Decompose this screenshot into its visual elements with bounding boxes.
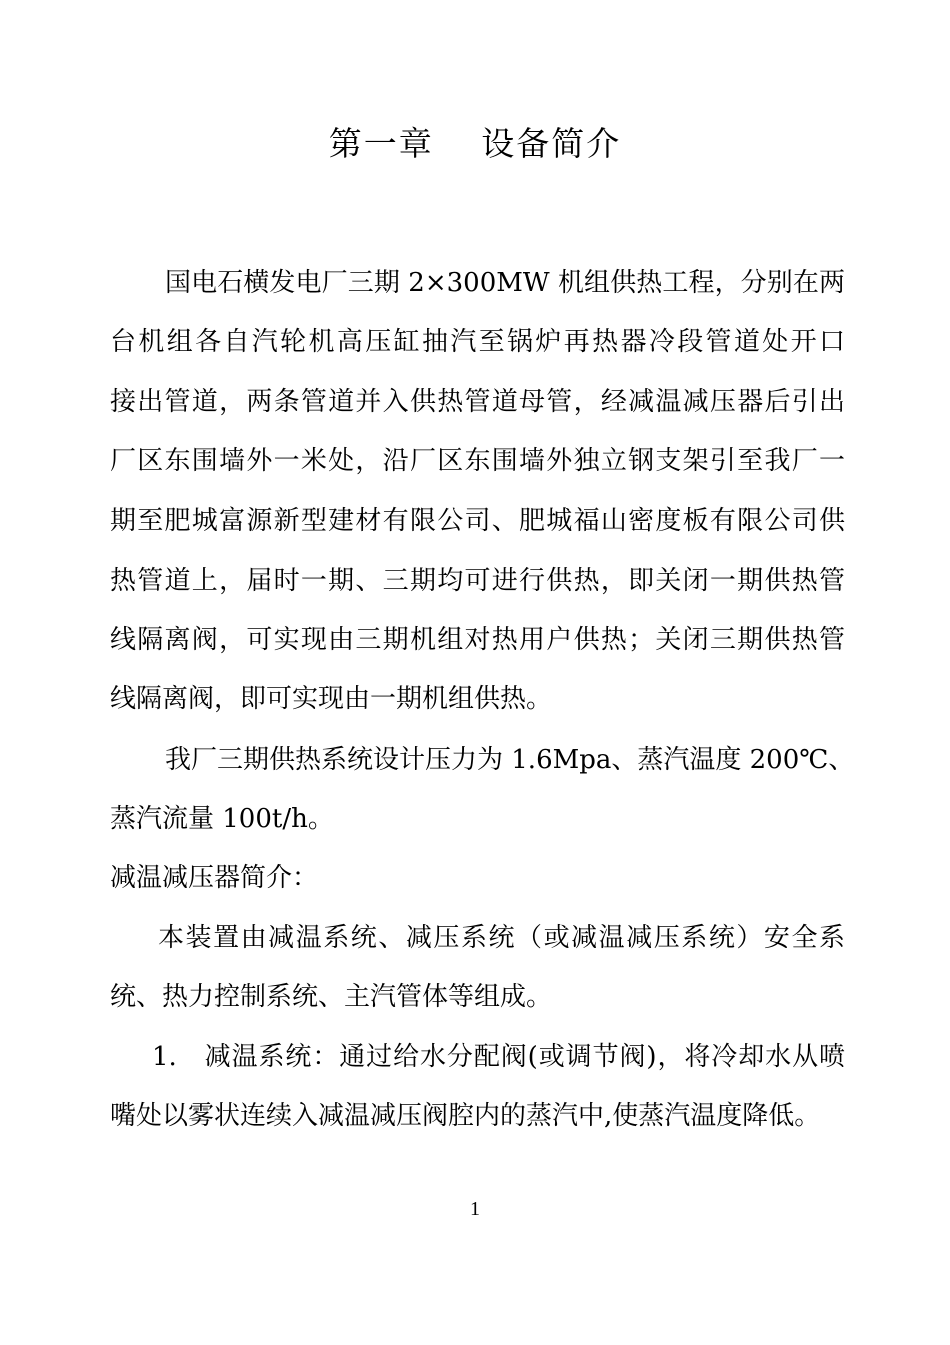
paragraph-line: 热管道上，届时一期、三期均可进行供热，即关闭一期供热管 (110, 566, 845, 596)
paragraph-line: 台机组各自汽轮机高压缸抽汽至锅炉再热器冷段管道处开口 (110, 327, 845, 357)
page-number: 1 (470, 1198, 480, 1220)
numbered-item-line: 嘴处以雾状连续入减温减压阀腔内的蒸汽中,使蒸汽温度降低。 (110, 1101, 821, 1131)
paragraph-line: 期至肥城富源新型建材有限公司、肥城福山密度板有限公司供 (110, 506, 845, 536)
chapter-title: 第一章 设备简介 (328, 124, 622, 163)
paragraph-line: 本装置由减温系统、减压系统（或减温减压系统）安全系 (158, 923, 845, 953)
paragraph-line: 厂区东围墙外一米处，沿厂区东围墙外独立钢支架引至我厂一 (110, 446, 845, 476)
paragraph-line: 蒸汽流量 100t/h。 (110, 804, 334, 834)
paragraph-line: 接出管道，两条管道并入供热管道母管，经减温减压器后引出 (110, 387, 845, 417)
paragraph-line: 线隔离阀，可实现由三期机组对热用户供热；关闭三期供热管 (110, 625, 845, 655)
paragraph-line: 统、热力控制系统、主汽管体等组成。 (110, 982, 553, 1012)
paragraph-line: 我厂三期供热系统设计压力为 1.6Mpa、蒸汽温度 200℃、 (165, 745, 855, 775)
paragraph-line: 线隔离阀，即可实现由一期机组供热。 (110, 684, 553, 714)
numbered-item-line: 1. 减温系统：通过给水分配阀(或调节阀)，将冷却水从喷 (152, 1042, 845, 1072)
section-heading: 减温减压器简介： (110, 863, 319, 893)
paragraph-line: 国电石横发电厂三期 2×300MW 机组供热工程，分别在两 (165, 268, 845, 298)
